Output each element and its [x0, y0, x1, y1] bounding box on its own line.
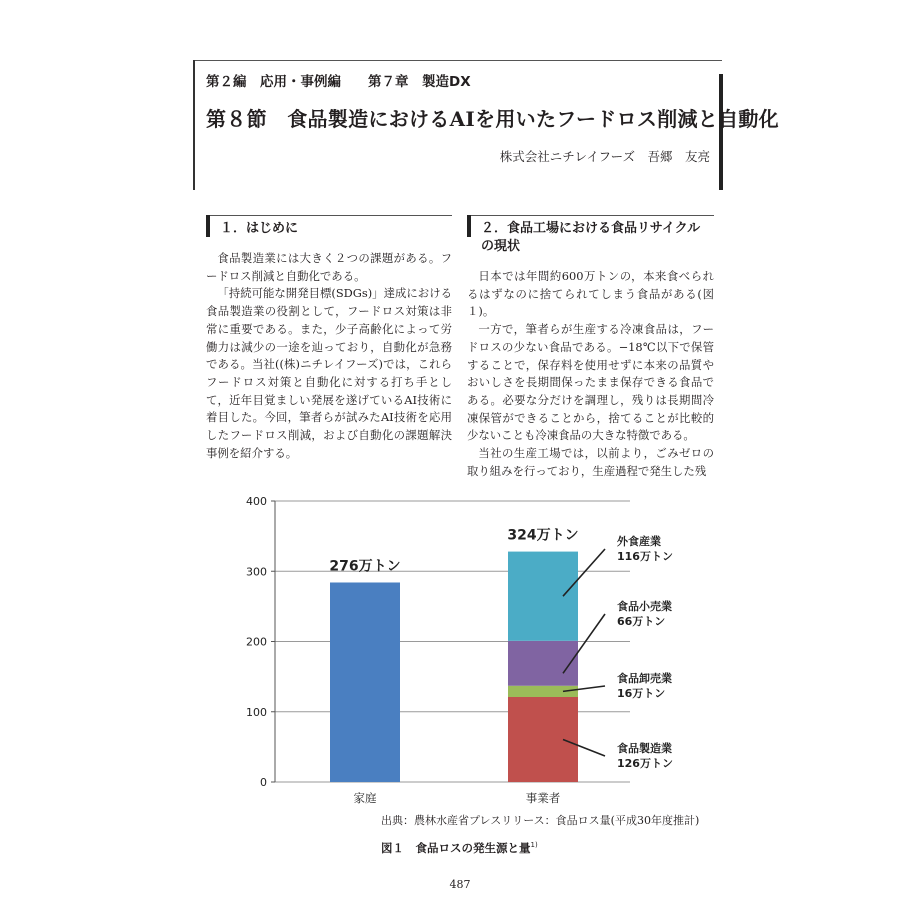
section1-rule	[206, 215, 452, 216]
annotation-value: 126万トン	[617, 757, 673, 770]
section2-body	[467, 268, 714, 480]
section2-heading-line2: の現状	[481, 239, 521, 254]
section1-tab	[206, 215, 210, 237]
bar-total-label: 324万トン	[507, 527, 579, 544]
annotation-label: 外食産業	[617, 535, 661, 548]
section2-rule	[467, 215, 714, 216]
paragraph: 一方で，筆者らが生産する冷凍食品は，フードロスの少ない食品である。−18℃以下で保管することで，保存料を使用せずに本来の品質やおいしさを長期間保ったまま保存できる食品である。必要な分だけを調理し，残りは長期間冷凍保管ができることから，捨てることが比較的少ないことも冷凍食品の大きな特徴である。	[467, 322, 714, 443]
paragraph: 食品製造業には大きく２つの課題がある。フードロス削減と自動化である。	[206, 251, 452, 283]
bar-total-label: 276万トン	[329, 558, 401, 575]
figure-source: 出典：農林水産省プレスリリース：食品ロス量(平成30年度推計)	[381, 814, 700, 827]
section2-heading-line1: ２．食品工場における食品リサイクル	[481, 221, 701, 236]
annotation-value: 116万トン	[617, 550, 673, 563]
author-line: 株式会社ニチレイフーズ 吾郷 友亮	[499, 149, 710, 164]
bar-segment	[508, 552, 578, 641]
food-loss-chart	[230, 490, 690, 820]
header-left-bar	[193, 60, 195, 190]
bar-segment	[508, 641, 578, 686]
paragraph: 「持続可能な開発目標(SDGs)」達成における食品製造業の役割として，フードロス対策は非常に重要である。また，少子高齢化によって労働力は減少の一途を辿っており，自動化が急務である。当社((株)ニチレイフーズ)では，これらフードロス対策と自動化に対する打ち手として，近年目覚ましい発展を遂げているAI技術に着目した。今回，筆者らが試みたAI技術を応用したフードロス削減，および自動化の課題解決事例を紹介する。	[206, 286, 452, 460]
x-tick-label: 家庭	[353, 791, 377, 805]
paragraph: 当社の生産工場では，以前より，ごみゼロの取り組みを行っており，生産過程で発生した残	[467, 446, 714, 478]
figure-caption	[381, 840, 538, 856]
section2-heading	[467, 215, 714, 261]
annotation-label: 食品製造業	[617, 742, 672, 755]
y-tick-label: 300	[246, 565, 267, 579]
annotation-label: 食品卸売業	[617, 672, 672, 685]
y-tick-label: 0	[260, 776, 267, 789]
section2-heading-text	[481, 220, 700, 256]
y-tick-label: 200	[246, 635, 267, 649]
header-right-bar	[719, 74, 723, 190]
y-tick-label: 100	[246, 705, 267, 719]
section-title: 第８節 食品製造におけるAIを用いたフードロス削減と自動化	[206, 107, 779, 131]
section1-body	[206, 250, 452, 462]
annotation-label: 食品小売業	[617, 600, 672, 613]
x-tick-label: 事業者	[525, 791, 561, 805]
paragraph: 日本では年間約600万トンの，本来食べられるはずなのに捨てられてしまう食品がある(図１)。	[467, 269, 714, 319]
chart-svg	[230, 490, 690, 820]
section1-heading-text: １．はじめに	[220, 221, 299, 236]
figure-caption-text: 図１ 食品ロスの発生源と量	[381, 841, 531, 855]
bar-segment	[330, 582, 400, 782]
section1-heading	[206, 215, 452, 243]
page-number: 487	[449, 878, 471, 891]
section2-tab	[467, 215, 471, 237]
annotation-value: 16万トン	[617, 687, 666, 700]
y-tick-label: 400	[246, 495, 267, 508]
header-rule	[194, 60, 722, 61]
bar-segment	[508, 697, 578, 782]
chapter-heading: 第２編 応用・事例編 第７章 製造DX	[206, 74, 471, 90]
figure-caption-ref: 1)	[530, 841, 538, 850]
annotation-value: 66万トン	[617, 615, 666, 628]
